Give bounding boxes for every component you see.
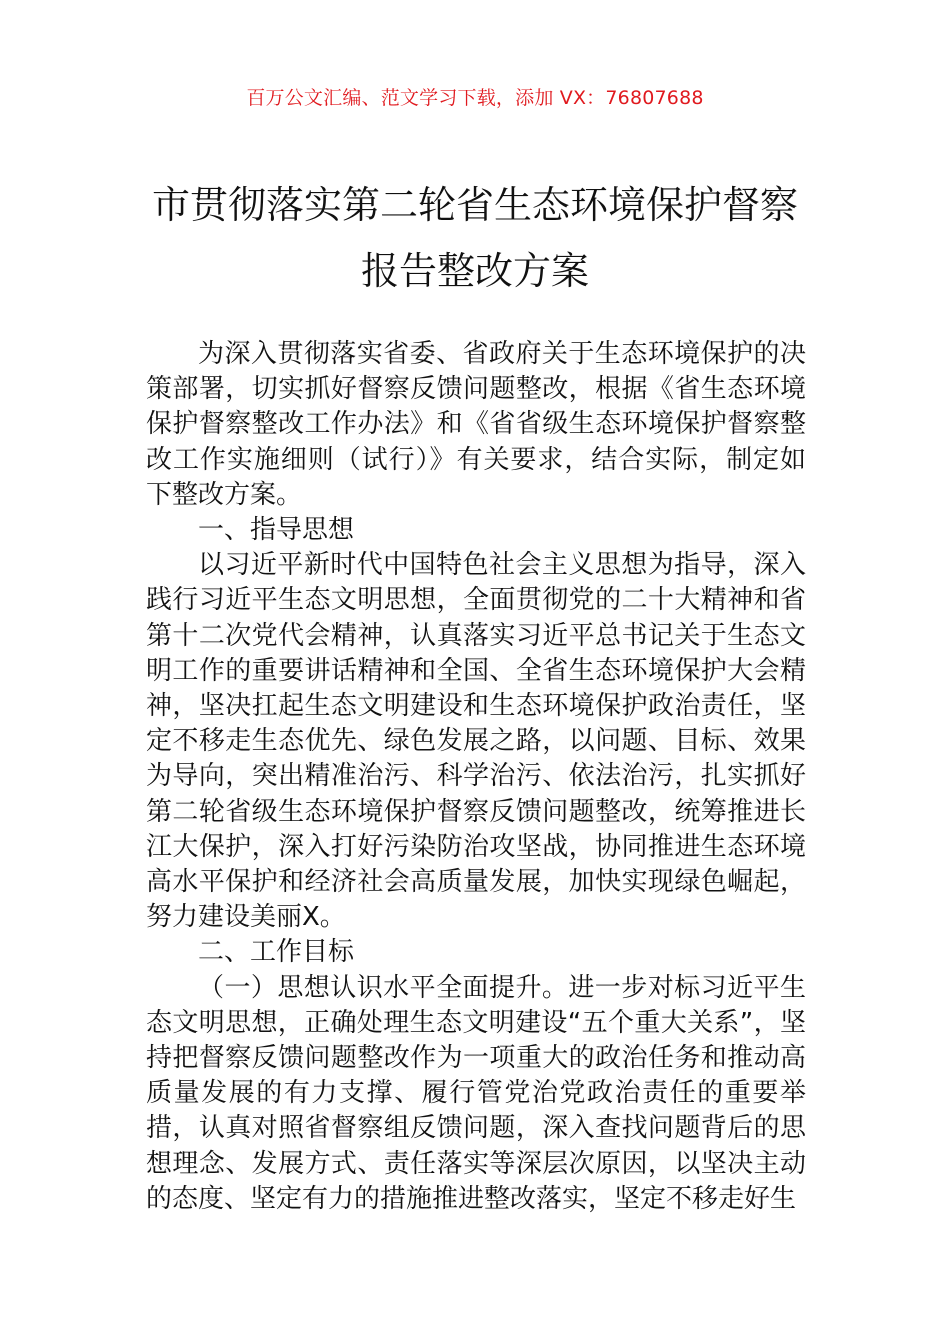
guiding-ideology-paragraph: 以习近平新时代中国特色社会主义思想为指导，深入践行习近平生态文明思想，全面贯彻党的二十大精神和省第十二次党代会精神，认真落实习近平总书记关于生态文明工作的重要讲话精神和全国、全省生态环境保护大会精神，坚决扛起生态文明建设和生态环境保护政治责任，坚定不移走生态优先、绿色发展之路，以问题、目标、效果为导向，突出精准治污、科学治污、依法治污，扎实抓好第二轮省级生态环境保护督察反馈问题整改，统筹推进长江大保护，深入打好污染防治攻坚战，协同推进生态环境高水平保护和经济社会高质量发展，加快实现绿色崛起，努力建设美丽X。: [146, 550, 806, 933]
header-note: 百万公文汇编、范文学习下载，添加 VX：76807688: [246, 87, 704, 109]
section-heading-work-goals: 二、工作目标: [198, 937, 355, 968]
document-body: [146, 337, 806, 1217]
intro-paragraph: 为深入贯彻落实省委、省政府关于生态环境保护的决策部署，切实抓好督察反馈问题整改，根据《省生态环境保护督察整改工作办法》和《省省级生态环境保护督察整改工作实施细则（试行）》有关要求，结合实际，制定如下整改方案。: [146, 339, 806, 510]
document-title: 市贯彻落实第二轮省生态环境保护督察报告整改方案: [151, 183, 798, 293]
section-heading-guiding-ideology: 一、指导思想: [198, 515, 355, 546]
work-goals-paragraph: （一）思想认识水平全面提升。进一步对标习近平生态文明思想，正确处理生态文明建设“五个重大关系”，坚持把督察反馈问题整改作为一项重大的政治任务和推动高质量发展的有力支撑、履行管党治党政治责任的重要举措，认真对照省督察组反馈问题，深入查找问题背后的思想理念、发展方式、责任落实等深层次原因，以坚决主动的态度、坚定有力的措施推进整改落实，坚定不移走好生: [146, 972, 806, 1214]
